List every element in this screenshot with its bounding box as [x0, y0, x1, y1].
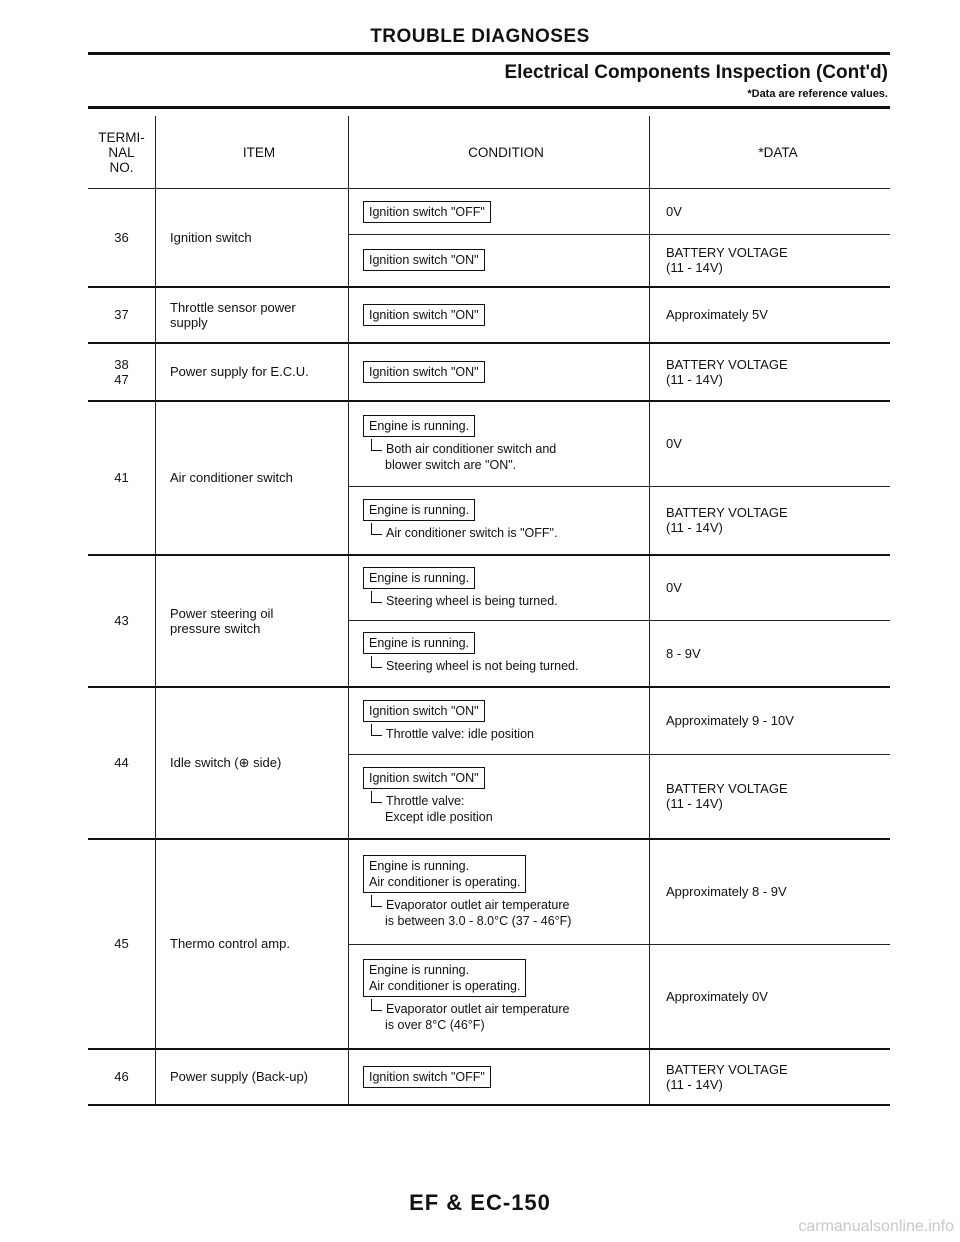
sub-condition-text: Evaporator outlet air temperature: [386, 897, 570, 912]
sub-condition: [363, 591, 641, 609]
terminal-number: 45: [88, 839, 156, 1049]
table-row: [88, 839, 890, 945]
branch-icon: [371, 591, 382, 603]
header-rule: [88, 52, 890, 55]
data-value: 0V: [650, 189, 891, 235]
item-line: pressure switch: [170, 620, 261, 636]
data-value: [650, 1049, 891, 1105]
data-value: 0V: [650, 401, 891, 487]
sub-condition: [363, 999, 641, 1033]
condition-cell: [349, 189, 650, 235]
condition-cell: [349, 621, 650, 687]
table-header-row: [88, 116, 890, 189]
condition-cell: [349, 343, 650, 401]
data-value: [650, 235, 891, 287]
data-column-header: *DATA: [650, 116, 891, 189]
sub-condition-text: Steering wheel is being turned.: [386, 593, 558, 608]
terminal-header-line: NO.: [109, 159, 134, 175]
condition-column-header: CONDITION: [349, 116, 650, 189]
branch-icon: [371, 523, 382, 535]
data-value: Approximately 0V: [650, 945, 891, 1049]
data-value: Approximately 8 - 9V: [650, 839, 891, 945]
sub-condition: [363, 439, 641, 473]
item-name: Power supply (Back-up): [156, 1049, 349, 1105]
sub-condition-text: is between 3.0 - 8.0°C (37 - 46°F): [385, 913, 572, 928]
item-name: [156, 555, 349, 687]
terminal-number: 46: [88, 1049, 156, 1105]
terminal-number: 44: [88, 687, 156, 839]
condition-box: Ignition switch "OFF": [363, 201, 491, 223]
terminal-number: 43: [88, 555, 156, 687]
reference-note: *Data are reference values.: [747, 88, 888, 100]
table-row: [88, 343, 890, 401]
data-line: BATTERY VOLTAGE: [666, 356, 788, 372]
condition-cell: [349, 1049, 650, 1105]
data-value: Approximately 9 - 10V: [650, 687, 891, 755]
condition-box: Ignition switch "ON": [363, 361, 485, 383]
data-value: [650, 343, 891, 401]
item-line: supply: [170, 314, 208, 330]
branch-icon: [371, 439, 382, 451]
sub-condition-text: Steering wheel is not being turned.: [386, 659, 579, 674]
sub-condition-text: Both air conditioner switch and: [386, 441, 557, 456]
data-line: (11 - 14V): [666, 520, 723, 536]
sub-condition-text: is over 8°C (46°F): [385, 1018, 485, 1033]
terminal-header-line: TERMI-: [98, 129, 145, 145]
sub-condition: [363, 791, 641, 825]
condition-box-line: Air conditioner is operating.: [369, 979, 521, 994]
data-line: (11 - 14V): [666, 796, 723, 812]
data-line: (11 - 14V): [666, 260, 723, 276]
item-name: Thermo control amp.: [156, 839, 349, 1049]
sub-condition: [363, 523, 641, 541]
branch-icon: [371, 895, 382, 907]
item-name: [156, 287, 349, 343]
terminal-line: 38: [114, 356, 129, 372]
page-number: EF & EC-150: [409, 1190, 551, 1215]
condition-cell: [349, 687, 650, 755]
terminal-number: 36: [88, 189, 156, 287]
condition-cell: [349, 755, 650, 839]
sub-condition-text: Air conditioner switch is "OFF".: [386, 526, 558, 541]
condition-box: Ignition switch "OFF": [363, 1066, 491, 1088]
sub-condition-text: Throttle valve:: [386, 794, 465, 809]
condition-box-line: Engine is running.: [369, 963, 470, 978]
table-top-rule: [88, 106, 890, 109]
condition-box: Engine is running.: [363, 415, 475, 437]
terminal-number: 37: [88, 287, 156, 343]
condition-cell: [349, 287, 650, 343]
branch-icon: [371, 724, 382, 736]
table-row: [88, 1049, 890, 1105]
sub-condition-text: Except idle position: [385, 810, 493, 825]
condition-box: [363, 959, 526, 997]
condition-box-line: Air conditioner is operating.: [369, 874, 521, 889]
table-row: [88, 687, 890, 755]
watermark: carmanualsonline.info: [798, 1218, 954, 1235]
data-value: [650, 487, 891, 555]
data-value: Approximately 5V: [650, 287, 891, 343]
terminal-line: 47: [114, 371, 129, 387]
condition-box: Ignition switch "ON": [363, 249, 485, 271]
branch-icon: [371, 999, 382, 1011]
terminal-number: [88, 343, 156, 401]
condition-cell: [349, 839, 650, 945]
condition-box: [363, 855, 526, 893]
data-line: BATTERY VOLTAGE: [666, 1061, 788, 1077]
data-line: BATTERY VOLTAGE: [666, 505, 788, 521]
item-line: Throttle sensor power: [170, 299, 296, 315]
data-value: 0V: [650, 555, 891, 621]
condition-box: Ignition switch "ON": [363, 304, 485, 326]
item-line: Power steering oil: [170, 605, 274, 621]
data-line: (11 - 14V): [666, 1076, 723, 1092]
data-value: 8 - 9V: [650, 621, 891, 687]
table-row: [88, 189, 890, 235]
sub-condition: [363, 656, 641, 674]
sub-condition: [363, 724, 641, 742]
terminal-header-line: NAL: [108, 144, 135, 160]
sub-condition-text: blower switch are "ON".: [385, 457, 517, 472]
table-row: [88, 401, 890, 487]
condition-cell: [349, 487, 650, 555]
condition-box: Ignition switch "ON": [363, 767, 485, 789]
item-name: Power supply for E.C.U.: [156, 343, 349, 401]
terminal-number: 41: [88, 401, 156, 555]
sub-condition-text: Evaporator outlet air temperature: [386, 1002, 570, 1017]
condition-cell: [349, 555, 650, 621]
sub-condition: [363, 895, 641, 929]
page-header: [0, 0, 960, 110]
condition-box-line: Engine is running.: [369, 858, 470, 873]
item-name: Idle switch (⊕ side): [156, 687, 349, 839]
inspection-table: [88, 116, 890, 1106]
condition-cell: [349, 235, 650, 287]
data-line: BATTERY VOLTAGE: [666, 245, 788, 261]
data-value: [650, 755, 891, 839]
item-name: Ignition switch: [156, 189, 349, 287]
section-title: TROUBLE DIAGNOSES: [370, 26, 590, 47]
condition-box: Engine is running.: [363, 499, 475, 521]
data-line: (11 - 14V): [666, 371, 723, 387]
terminal-column-header: [88, 116, 156, 189]
data-line: BATTERY VOLTAGE: [666, 781, 788, 797]
item-column-header: ITEM: [156, 116, 349, 189]
branch-icon: [371, 791, 382, 803]
sub-condition-text: Throttle valve: idle position: [386, 726, 534, 741]
condition-cell: [349, 945, 650, 1049]
page-subtitle: Electrical Components Inspection (Cont'd): [504, 62, 888, 83]
table-row: [88, 287, 890, 343]
condition-box: Engine is running.: [363, 632, 475, 654]
item-name: Air conditioner switch: [156, 401, 349, 555]
condition-box: Ignition switch "ON": [363, 700, 485, 722]
branch-icon: [371, 656, 382, 668]
condition-cell: [349, 401, 650, 487]
condition-box: Engine is running.: [363, 567, 475, 589]
table-row: [88, 555, 890, 621]
